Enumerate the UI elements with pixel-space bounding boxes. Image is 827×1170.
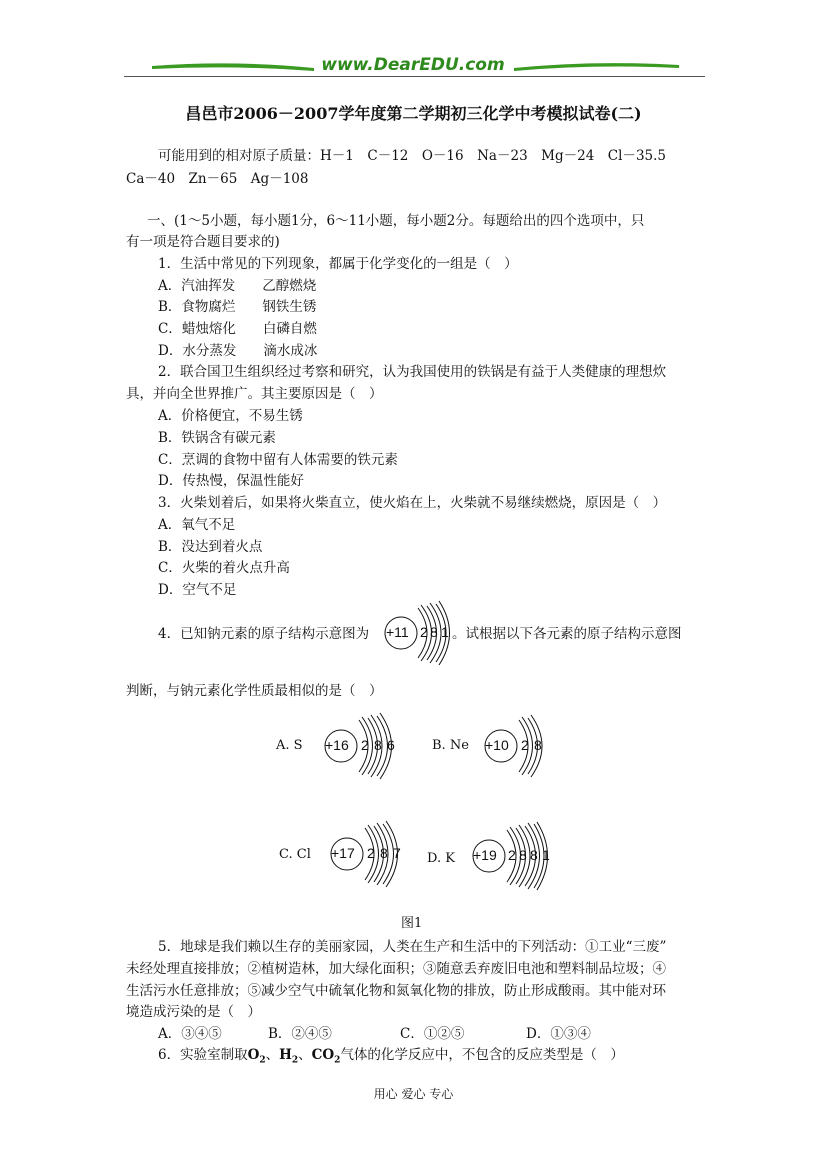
q5-line-4: 境造成污染的是（ ）: [126, 1004, 261, 1020]
figure-caption: 图1: [401, 916, 423, 931]
q1-option-a: A．汽油挥发 乙醇燃烧: [158, 278, 317, 294]
chlorine-shell-1: 2: [367, 845, 375, 861]
q1-stem: 1．生活中常见的下列现象，都属于化学变化的一组是（ ）: [158, 256, 518, 272]
chlorine-shell-3: 7: [393, 845, 401, 861]
sodium-atom-diagram: [380, 598, 460, 672]
q5-option-c: C．①②⑤: [400, 1026, 465, 1042]
q6-suffix: 气体的化学反应中，不包含的反应类型是（ ）: [340, 1047, 624, 1063]
potassium-nucleus: +19: [473, 847, 497, 863]
potassium-shell-1: 2: [508, 847, 516, 863]
q1-option-d: D．水分蒸发 滴水成冰: [158, 343, 318, 359]
q4-stem-line-2: 判断，与钠元素化学性质最相似的是（ ）: [126, 683, 383, 699]
q6-gas-co2-subscript: 2: [334, 1055, 341, 1066]
potassium-shell-3: 8: [530, 847, 538, 863]
q6-gas-o2-subscript: 2: [259, 1055, 266, 1066]
section-heading-line-2: 有一项是符合题目要求的): [126, 234, 280, 250]
sulfur-nucleus: +16: [325, 737, 349, 753]
q3-option-c: C．火柴的着火点升高: [158, 560, 290, 576]
q4-option-c-label: C. Cl: [279, 847, 311, 862]
header-banner: [124, 56, 705, 78]
sulfur-shell-3: 6: [387, 737, 395, 753]
q5-line-1: 5．地球是我们赖以生存的美丽家园，人类在生产和生活中的下列活动：①工业“三废”: [158, 939, 667, 955]
q6-gas-o2-symbol: O: [247, 1047, 260, 1063]
sulfur-atom-diagram: [320, 710, 405, 786]
potassium-shell-2: 8: [519, 847, 527, 863]
atomic-mass-line-1: 可能用到的相对原子质量：H－1 C－12 O－16 Na－23 Mg－24 Cl－35.5: [158, 148, 667, 164]
header-divider: [124, 76, 705, 77]
q3-option-b: B．没达到着火点: [158, 539, 263, 555]
neon-shell-2: 8: [534, 737, 542, 753]
q4-option-a-label: A. S: [276, 738, 303, 753]
q4-stem-before: 4．已知钠元素的原子结构示意图为: [158, 626, 370, 642]
neon-nucleus: +10: [485, 737, 509, 753]
q5-line-2: 未经处理直接排放；②植树造林，加大绿化面积；③随意丢弃废旧电池和塑料制品垃圾；④: [126, 961, 666, 977]
q6-gas-h2-symbol: H: [279, 1047, 292, 1063]
sodium-nucleus: +11: [386, 624, 409, 640]
neon-shell-1: 2: [521, 737, 529, 753]
q2-option-b: B．铁锅含有碳元素: [158, 430, 276, 446]
chlorine-shell-2: 8: [380, 845, 388, 861]
section-heading-line-1: 一、(1～5小题，每小题1分，6～11小题，每小题2分。每题给出的四个选项中，只: [147, 213, 645, 229]
potassium-atom-diagram: [468, 820, 558, 896]
chlorine-nucleus: +17: [331, 845, 355, 861]
q1-option-c: C．蜡烛熔化 白磷自燃: [158, 321, 317, 337]
q4-stem-after: 。试根据以下各元素的原子结构示意图: [452, 626, 682, 642]
atomic-mass-line-2: Ca－40 Zn－65 Ag－108: [126, 171, 309, 187]
q6-stem: [158, 1045, 624, 1071]
neon-atom-diagram: [480, 710, 550, 786]
q4-option-b-label: B. Ne: [432, 738, 469, 753]
q6-gas-h2: [279, 1047, 299, 1066]
q2-option-a: A．价格便宜，不易生锈: [158, 408, 303, 424]
q2-option-d: D．传热慢，保温性能好: [158, 473, 304, 489]
q5-option-b: B．②④⑤: [268, 1026, 332, 1042]
q6-prefix: 6．实验室制取: [158, 1047, 248, 1063]
page-title: 昌邑市2006－2007学年度第二学期初三化学中考模拟试卷(二): [185, 104, 642, 123]
q2-stem-line-1: 2．联合国卫生组织经过考察和研究，认为我国使用的铁锅是有益于人类健康的理想炊: [158, 364, 667, 380]
sodium-shell-3: 1: [441, 624, 449, 640]
q1-option-b: B．食物腐烂 钢铁生锈: [158, 299, 317, 315]
q3-option-d: D．空气不足: [158, 582, 237, 598]
site-url[interactable]: www.DearEDU.com: [321, 55, 505, 75]
q3-stem: 3．火柴划着后，如果将火柴直立，使火焰在上，火柴就不易继续燃烧，原因是（ ）: [158, 495, 667, 511]
q5-option-d: D．①③④: [526, 1026, 591, 1042]
sodium-shell-1: 2: [420, 624, 428, 640]
q2-option-c: C．烹调的食物中留有人体需要的铁元素: [158, 452, 398, 468]
page-footer: 用心 爱心 专心: [373, 1087, 454, 1101]
sulfur-shell-1: 2: [361, 737, 369, 753]
q5-line-3: 生活污水任意排放；⑤减少空气中硫氧化物和氮氧化物的排放，防止形成酸雨。其中能对环: [126, 983, 666, 999]
sulfur-shell-2: 8: [374, 737, 382, 753]
q3-option-a: A．氧气不足: [158, 517, 236, 533]
q6-gas-co2: [311, 1047, 341, 1066]
q6-sep-1: 、: [265, 1047, 280, 1063]
q6-gas-h2-subscript: 2: [291, 1055, 299, 1066]
q2-stem-line-2: 具，并向全世界推广。其主要原因是（ ）: [126, 386, 383, 402]
q6-gas-co2-symbol: CO: [311, 1047, 335, 1063]
q4-option-d-label: D. K: [427, 851, 455, 866]
q5-option-a: A．③④⑤: [158, 1026, 222, 1042]
q6-gas-o2: [247, 1047, 266, 1066]
sodium-shell-2: 8: [430, 624, 438, 640]
chlorine-atom-diagram: [326, 818, 411, 894]
potassium-shell-4: 1: [542, 847, 550, 863]
q6-sep-2: 、: [298, 1047, 312, 1063]
